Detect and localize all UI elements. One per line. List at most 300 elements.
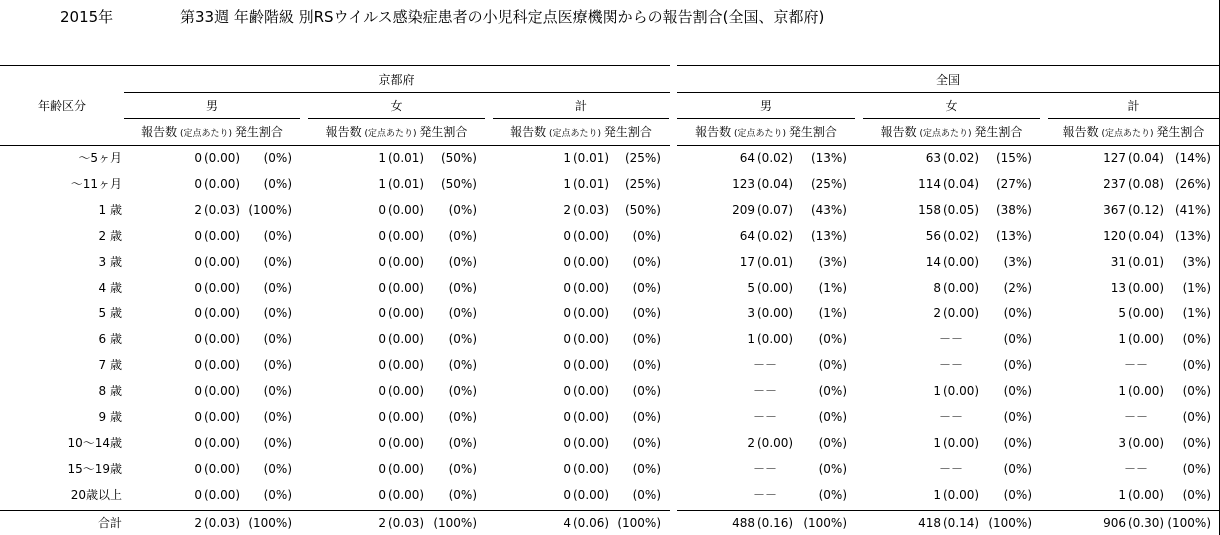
cell-rate: (2%) — [1003, 281, 1032, 295]
cell-rate: (38%) — [995, 203, 1032, 217]
cell-rate: (0%) — [818, 436, 847, 450]
cell-per-site: (0.00) — [757, 281, 794, 295]
cell-rate: (0%) — [263, 436, 292, 450]
cell-per-site: (0.00) — [204, 229, 241, 243]
cell-rate: (13%) — [810, 229, 847, 243]
cell-rate: (0%) — [448, 436, 477, 450]
cell-per-site: (0.14) — [943, 516, 980, 530]
group-header: 全国 — [935, 73, 960, 87]
cell-per-site: (0.00) — [943, 488, 980, 502]
cell-count: 0 — [563, 229, 571, 243]
cell-count: 0 — [378, 203, 386, 217]
age-label: 7 歳 — [98, 358, 122, 372]
cell-count: 1 — [933, 384, 941, 398]
cell-count: 0 — [194, 306, 202, 320]
cell-count: 0 — [194, 177, 202, 191]
cell-per-site: (0.00) — [388, 229, 425, 243]
cell-rate: (26%) — [1174, 177, 1211, 191]
cell-count: 0 — [378, 306, 386, 320]
cell-count: 5 — [1118, 306, 1126, 320]
cell-count: 0 — [194, 410, 202, 424]
cell-count: 114 — [918, 177, 941, 191]
cell-rate: (0%) — [632, 358, 661, 372]
cell-count: 123 — [732, 177, 755, 191]
cell-rate: (0%) — [263, 358, 292, 372]
cell-per-site: (0.01) — [573, 151, 610, 165]
cell-rate: (0%) — [263, 410, 292, 424]
cell-count: 2 — [194, 203, 202, 217]
sub-header-rate: 発生割合 — [974, 125, 1023, 139]
cell-rate: (100%) — [803, 516, 847, 530]
age-label: 5 歳 — [98, 306, 122, 320]
sub-header-count: 報告数 — [695, 125, 732, 139]
row-header-label: 年齢区分 — [37, 99, 86, 113]
cell-rate: (100%) — [988, 516, 1032, 530]
total-rule — [677, 510, 1220, 511]
cell-count: 2 — [563, 203, 571, 217]
cell-count: 2 — [194, 516, 202, 530]
cell-rate: (0%) — [1182, 410, 1211, 424]
sub-header — [1048, 124, 1219, 142]
sub-header-per: (定点あたり) — [361, 129, 420, 139]
age-label: 1 歳 — [98, 203, 122, 217]
cell-per-site: (0.30) — [1128, 516, 1165, 530]
cell-count: 0 — [378, 229, 386, 243]
cell-rate: (0%) — [818, 332, 847, 346]
cell-per-site: (0.00) — [388, 358, 425, 372]
cell-per-site: (0.00) — [388, 306, 425, 320]
cell-per-site: (0.00) — [204, 255, 241, 269]
cell-rate: (13%) — [810, 151, 847, 165]
cell-count: 0 — [378, 488, 386, 502]
cell-count: 418 — [918, 516, 941, 530]
cell-rate: (0%) — [1182, 332, 1211, 346]
cell-per-site: (0.00) — [573, 436, 610, 450]
cell-count: 0 — [194, 462, 202, 476]
sub-header-per: (定点あたり) — [1098, 129, 1157, 139]
cell-per-site: (0.00) — [388, 488, 425, 502]
header-bottom-rule — [677, 145, 1220, 146]
cell-per-site: (0.04) — [757, 177, 794, 191]
cell-rate: (1%) — [1182, 281, 1211, 295]
cell-count: 14 — [925, 255, 941, 269]
cell-per-site: (0.00) — [204, 306, 241, 320]
cell-rate: (13%) — [995, 229, 1032, 243]
cell-rate: (3%) — [818, 255, 847, 269]
cell-rate: (1%) — [818, 281, 847, 295]
cell-count: 1 — [933, 488, 941, 502]
cell-rate: (0%) — [448, 358, 477, 372]
cell-per-site: (0.00) — [1128, 332, 1165, 346]
cell-rate: (0%) — [263, 488, 292, 502]
cell-count: 0 — [563, 436, 571, 450]
cell-count: 0 — [378, 462, 386, 476]
cell-per-site: (0.04) — [1128, 229, 1165, 243]
cell-rate: (0%) — [632, 255, 661, 269]
cell-per-site: (0.00) — [388, 281, 425, 295]
cell-per-site: (0.00) — [204, 488, 241, 502]
cell-per-site: (0.00) — [573, 488, 610, 502]
age-label: 3 歳 — [98, 255, 122, 269]
sub-header — [308, 124, 485, 142]
sex-header: 男 — [205, 99, 218, 113]
cell-count: 1 — [1118, 332, 1126, 346]
cell-rate: (0%) — [818, 358, 847, 372]
cell-rate: (1%) — [818, 306, 847, 320]
cell-per-site: (0.06) — [573, 516, 610, 530]
total-rule — [0, 510, 670, 511]
top-rule — [0, 65, 670, 66]
cell-per-site: (0.00) — [388, 203, 425, 217]
sub-header — [677, 124, 855, 142]
sub-header-count: 報告数 — [1062, 125, 1099, 139]
cell-count: 127 — [1103, 151, 1126, 165]
cell-per-site: (0.02) — [943, 229, 980, 243]
cell-per-site: (0.00) — [573, 332, 610, 346]
sex-rule — [124, 118, 300, 119]
cell-rate: (41%) — [1174, 203, 1211, 217]
cell-count: 0 — [563, 255, 571, 269]
sub-header-count: 報告数 — [510, 125, 547, 139]
cell-count: 0 — [378, 255, 386, 269]
sub-header-rate: 発生割合 — [419, 125, 468, 139]
cell-per-site: (0.04) — [1128, 151, 1165, 165]
cell-rate: (100%) — [248, 203, 292, 217]
cell-per-site: (0.00) — [204, 410, 241, 424]
cell-per-site: (0.03) — [204, 203, 241, 217]
cell-count: －－ — [1123, 410, 1148, 424]
cell-count: 1 — [933, 436, 941, 450]
age-label: 8 歳 — [98, 384, 122, 398]
cell-rate: (0%) — [1003, 384, 1032, 398]
cell-count: 0 — [194, 436, 202, 450]
cell-rate: (0%) — [818, 462, 847, 476]
cell-per-site: (0.00) — [573, 462, 610, 476]
cell-count: 0 — [563, 410, 571, 424]
cell-per-site: (0.01) — [388, 151, 425, 165]
cell-rate: (100%) — [433, 516, 477, 530]
sub-header — [863, 124, 1040, 142]
cell-count: 0 — [378, 332, 386, 346]
group-rule — [124, 92, 670, 93]
cell-count: 3 — [747, 306, 755, 320]
sex-header: 計 — [1127, 99, 1140, 113]
cell-count: 237 — [1103, 177, 1126, 191]
cell-per-site: (0.03) — [573, 203, 610, 217]
cell-per-site: (0.05) — [943, 203, 980, 217]
cell-per-site: (0.00) — [204, 384, 241, 398]
cell-per-site: (0.01) — [757, 255, 794, 269]
sex-header: 女 — [390, 99, 403, 113]
cell-per-site: (0.00) — [388, 255, 425, 269]
cell-count: 158 — [918, 203, 941, 217]
cell-count: 4 — [563, 516, 571, 530]
cell-per-site: (0.00) — [1128, 306, 1165, 320]
cell-per-site: (0.00) — [204, 151, 241, 165]
sub-header — [124, 124, 300, 142]
cell-count: 56 — [925, 229, 941, 243]
cell-rate: (0%) — [632, 436, 661, 450]
cell-rate: (0%) — [263, 177, 292, 191]
cell-count: －－ — [938, 462, 963, 476]
cell-count: －－ — [938, 410, 963, 424]
cell-rate: (0%) — [1003, 306, 1032, 320]
cell-count: －－ — [1123, 462, 1148, 476]
cell-rate: (0%) — [448, 462, 477, 476]
cell-rate: (0%) — [818, 488, 847, 502]
cell-per-site: (0.16) — [757, 516, 794, 530]
cell-rate: (0%) — [1182, 436, 1211, 450]
cell-rate: (0%) — [448, 332, 477, 346]
sub-header-count: 報告数 — [325, 125, 362, 139]
cell-count: 1 — [1118, 488, 1126, 502]
cell-count: 0 — [194, 332, 202, 346]
cell-rate: (13%) — [1174, 229, 1211, 243]
cell-rate: (0%) — [632, 229, 661, 243]
cell-rate: (50%) — [440, 151, 477, 165]
cell-per-site: (0.00) — [204, 462, 241, 476]
cell-rate: (0%) — [448, 255, 477, 269]
group-header: 京都府 — [378, 73, 415, 87]
cell-per-site: (0.00) — [204, 177, 241, 191]
cell-per-site: (0.00) — [573, 229, 610, 243]
cell-rate: (50%) — [440, 177, 477, 191]
cell-count: 367 — [1103, 203, 1126, 217]
cell-rate: (3%) — [1182, 255, 1211, 269]
cell-count: 64 — [739, 229, 755, 243]
cell-count: 64 — [739, 151, 755, 165]
year-label: 2015年 — [60, 8, 114, 26]
cell-count: 17 — [739, 255, 755, 269]
cell-count: －－ — [752, 384, 777, 398]
cell-count: 1 — [747, 332, 755, 346]
cell-count: 0 — [378, 436, 386, 450]
cell-rate: (0%) — [1003, 410, 1032, 424]
cell-per-site: (0.00) — [573, 255, 610, 269]
cell-rate: (0%) — [1182, 488, 1211, 502]
sub-header-per: (定点あたり) — [916, 129, 975, 139]
cell-count: 0 — [378, 358, 386, 372]
cell-rate: (100%) — [1167, 516, 1211, 530]
sub-header-per: (定点あたり) — [731, 129, 789, 139]
cell-count: 0 — [194, 229, 202, 243]
cell-per-site: (0.00) — [573, 281, 610, 295]
cell-count: －－ — [752, 488, 777, 502]
cell-per-site: (0.00) — [943, 281, 980, 295]
cell-rate: (3%) — [1003, 255, 1032, 269]
cell-count: 0 — [194, 488, 202, 502]
cell-per-site: (0.03) — [204, 516, 241, 530]
cell-rate: (0%) — [448, 410, 477, 424]
cell-rate: (14%) — [1174, 151, 1211, 165]
cell-count: 0 — [563, 462, 571, 476]
cell-per-site: (0.12) — [1128, 203, 1165, 217]
cell-count: 1 — [378, 151, 386, 165]
cell-rate: (0%) — [448, 306, 477, 320]
cell-rate: (0%) — [632, 462, 661, 476]
cell-count: －－ — [752, 358, 777, 372]
cell-count: 1 — [563, 151, 571, 165]
cell-count: 5 — [747, 281, 755, 295]
cell-per-site: (0.00) — [1128, 281, 1165, 295]
cell-count: 120 — [1103, 229, 1126, 243]
sub-header-rate: 発生割合 — [603, 125, 652, 139]
cell-per-site: (0.00) — [204, 332, 241, 346]
cell-count: 63 — [925, 151, 941, 165]
cell-per-site: (0.00) — [757, 332, 794, 346]
cell-count: 0 — [194, 151, 202, 165]
cell-rate: (100%) — [248, 516, 292, 530]
cell-per-site: (0.02) — [757, 151, 794, 165]
cell-per-site: (0.00) — [388, 332, 425, 346]
cell-per-site: (0.08) — [1128, 177, 1165, 191]
cell-rate: (50%) — [624, 203, 661, 217]
cell-rate: (0%) — [263, 229, 292, 243]
cell-per-site: (0.07) — [757, 203, 794, 217]
cell-per-site: (0.00) — [943, 255, 980, 269]
cell-count: 0 — [563, 332, 571, 346]
cell-count: 0 — [194, 358, 202, 372]
cell-per-site: (0.02) — [943, 151, 980, 165]
cell-rate: (15%) — [995, 151, 1032, 165]
cell-count: 0 — [378, 410, 386, 424]
cell-count: 0 — [378, 384, 386, 398]
cell-rate: (43%) — [810, 203, 847, 217]
cell-rate: (25%) — [624, 177, 661, 191]
header-bottom-rule — [0, 145, 670, 146]
sex-rule — [493, 118, 669, 119]
cell-count: 0 — [194, 255, 202, 269]
cell-rate: (0%) — [632, 384, 661, 398]
sex-header: 女 — [945, 99, 958, 113]
cell-rate: (0%) — [448, 229, 477, 243]
cell-count: －－ — [752, 462, 777, 476]
cell-per-site: (0.00) — [204, 436, 241, 450]
cell-per-site: (0.00) — [388, 410, 425, 424]
cell-count: 0 — [194, 384, 202, 398]
cell-rate: (0%) — [632, 488, 661, 502]
cell-rate: (0%) — [263, 151, 292, 165]
total-label: 合計 — [97, 516, 122, 530]
cell-rate: (0%) — [632, 332, 661, 346]
cell-rate: (0%) — [1003, 488, 1032, 502]
sex-rule — [863, 118, 1040, 119]
cell-rate: (0%) — [448, 203, 477, 217]
cell-rate: (0%) — [1003, 436, 1032, 450]
cell-rate: (25%) — [624, 151, 661, 165]
cell-count: 13 — [1110, 281, 1126, 295]
cell-rate: (0%) — [448, 488, 477, 502]
cell-count: 31 — [1110, 255, 1126, 269]
cell-rate: (0%) — [1003, 358, 1032, 372]
age-label: 9 歳 — [98, 410, 122, 424]
sex-rule — [308, 118, 485, 119]
cell-rate: (0%) — [632, 410, 661, 424]
age-label: 2 歳 — [98, 229, 122, 243]
cell-count: 0 — [378, 281, 386, 295]
cell-rate: (0%) — [263, 332, 292, 346]
age-label: 10～14歳 — [67, 436, 122, 450]
cell-per-site: (0.00) — [943, 306, 980, 320]
cell-rate: (0%) — [448, 281, 477, 295]
cell-per-site: (0.00) — [757, 436, 794, 450]
cell-rate: (0%) — [263, 281, 292, 295]
cell-per-site: (0.03) — [388, 516, 425, 530]
cell-rate: (0%) — [263, 255, 292, 269]
sub-header-rate: 発生割合 — [1156, 125, 1205, 139]
cell-rate: (0%) — [818, 410, 847, 424]
cell-per-site: (0.00) — [943, 436, 980, 450]
cell-count: 0 — [563, 306, 571, 320]
cell-per-site: (0.00) — [388, 384, 425, 398]
cell-rate: (0%) — [818, 384, 847, 398]
cell-count: －－ — [1123, 358, 1148, 372]
cell-per-site: (0.00) — [1128, 488, 1165, 502]
cell-count: 0 — [194, 281, 202, 295]
top-rule — [677, 65, 1220, 66]
cell-count: 0 — [563, 281, 571, 295]
age-label: 15～19歳 — [67, 462, 122, 476]
cell-rate: (27%) — [995, 177, 1032, 191]
cell-per-site: (0.00) — [573, 384, 610, 398]
cell-count: 1 — [563, 177, 571, 191]
cell-rate: (0%) — [1182, 384, 1211, 398]
cell-count: －－ — [752, 410, 777, 424]
cell-count: 906 — [1103, 516, 1126, 530]
cell-count: －－ — [938, 332, 963, 346]
cell-count: 0 — [563, 384, 571, 398]
cell-per-site: (0.00) — [573, 410, 610, 424]
cell-count: 2 — [378, 516, 386, 530]
cell-per-site: (0.00) — [204, 358, 241, 372]
sub-header-count: 報告数 — [141, 125, 178, 139]
age-label: 4 歳 — [98, 281, 122, 295]
sub-header-per: (定点あたり) — [546, 129, 604, 139]
sub-header-rate: 発生割合 — [234, 125, 283, 139]
sex-header: 男 — [759, 99, 772, 113]
cell-count: －－ — [938, 358, 963, 372]
cell-rate: (100%) — [617, 516, 661, 530]
cell-per-site: (0.01) — [1128, 255, 1165, 269]
cell-count: 209 — [732, 203, 755, 217]
cell-count: 2 — [747, 436, 755, 450]
cell-count: 0 — [563, 358, 571, 372]
age-label: 6 歳 — [98, 332, 122, 346]
cell-per-site: (0.00) — [204, 281, 241, 295]
sex-rule — [1048, 118, 1219, 119]
cell-rate: (0%) — [1003, 462, 1032, 476]
cell-count: 1 — [378, 177, 386, 191]
sex-header: 計 — [574, 99, 587, 113]
cell-rate: (0%) — [1182, 358, 1211, 372]
cell-rate: (0%) — [632, 281, 661, 295]
cell-rate: (0%) — [263, 384, 292, 398]
cell-rate: (0%) — [263, 306, 292, 320]
age-label: ～5ヶ月 — [78, 151, 122, 165]
cell-per-site: (0.00) — [388, 462, 425, 476]
cell-per-site: (0.00) — [1128, 436, 1165, 450]
cell-count: 0 — [563, 488, 571, 502]
cell-rate: (25%) — [810, 177, 847, 191]
sex-rule — [677, 118, 855, 119]
cell-rate: (0%) — [1003, 332, 1032, 346]
sub-header-per: (定点あたり) — [177, 129, 235, 139]
cell-per-site: (0.01) — [573, 177, 610, 191]
cell-per-site: (0.00) — [573, 306, 610, 320]
cell-count: 1 — [1118, 384, 1126, 398]
sub-header — [493, 124, 669, 142]
cell-per-site: (0.04) — [943, 177, 980, 191]
